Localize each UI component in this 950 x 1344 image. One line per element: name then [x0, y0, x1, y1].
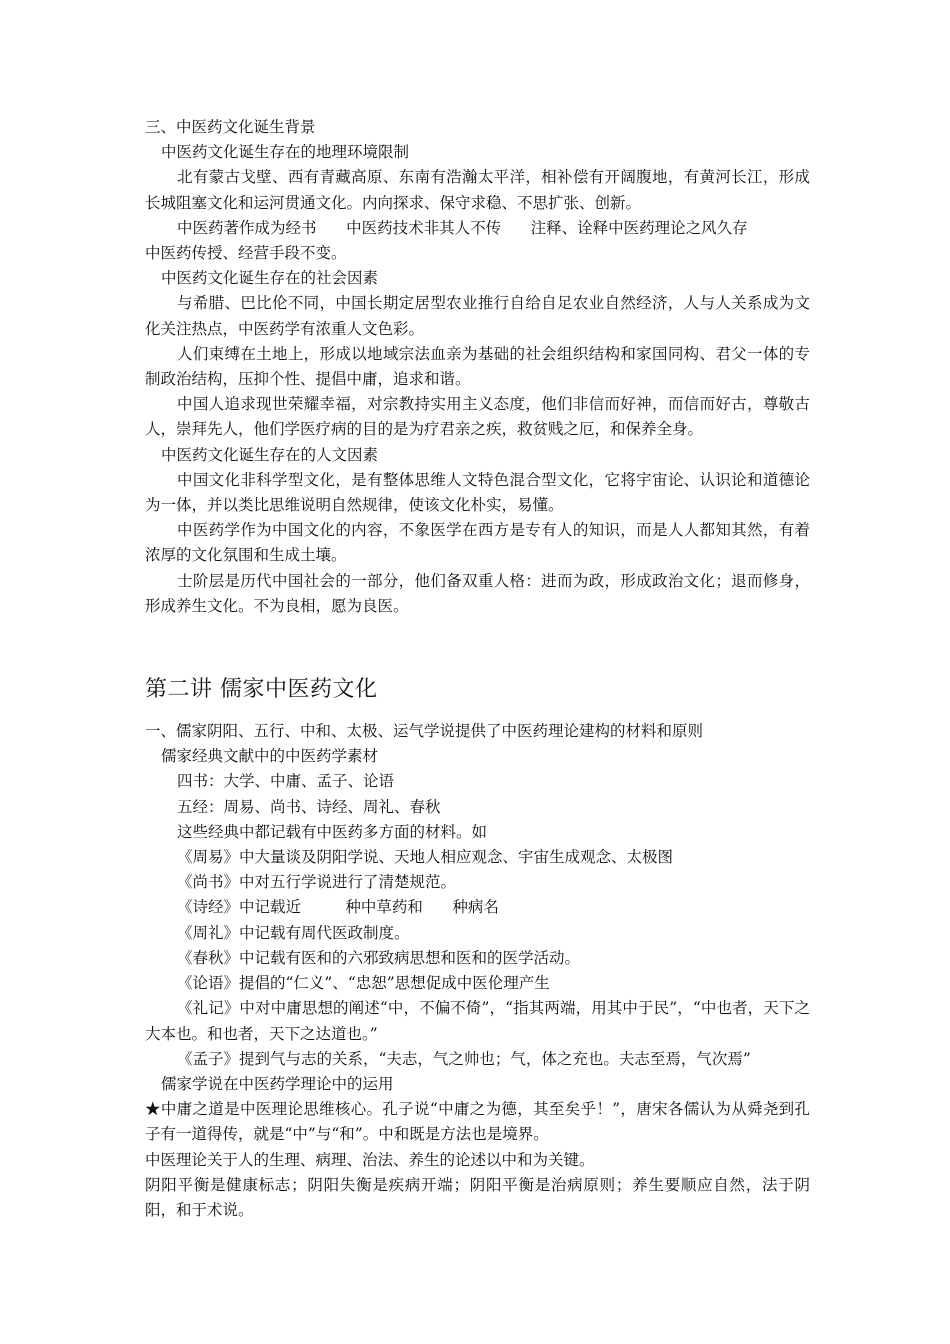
subheading-society: 中医药文化诞生存在的社会因素	[161, 269, 379, 288]
section-heading: 一、儒家阴阳、五行、中和、太极、运气学说提供了中医药理论建构的材料和原则	[145, 722, 704, 741]
list-item: 《礼记》中对中庸思想的阐述“中，不偏不倚”，“指其两端，用其中于民”，“中也者，天下之大本也。和也者，天下之达道也。”	[145, 999, 810, 1043]
lecture-title: 第二讲 儒家中医药文化	[145, 677, 378, 703]
paragraph: 阴阳平衡是健康标志；阴阳失衡是疾病开端；阴阳平衡是治病原则；养生要顺应自然，法于阴阳，和于术说。	[145, 1175, 810, 1219]
subheading-application: 儒家学说在中医药学理论中的运用	[161, 1074, 394, 1093]
paragraph: 人们束缚在土地上，形成以地域宗法血亲为基础的社会组织结构和家国同构、君父一体的专制政治结构，压抑个性、提倡中庸，追求和谐。	[145, 344, 810, 389]
list-item: 《诗经》中记载近 种中草药和 种病名	[177, 898, 499, 917]
paragraph: 中医理论关于人的生理、病理、治法、养生的论述以中和为关键。	[145, 1150, 595, 1169]
list-item: 《春秋》中记载有医和的六邪致病思想和医和的医学活动。	[177, 948, 581, 967]
paragraph: 中国人追求现世荣耀幸福，对宗教持实用主义态度，他们非信而好神，而信而好古，尊敬古人，崇拜先人，他们学医疗病的目的是为疗君亲之疾，救贫贱之厄，和保养全身。	[145, 395, 810, 439]
list-item: 《周易》中大量谈及阴阳学说、天地人相应观念、宇宙生成观念、太极图	[177, 848, 674, 867]
paragraph: 与希腊、巴比伦不同，中国长期定居型农业推行自给自足农业自然经济，人与人关系成为文化关注热点，中医药学有浓重人文色彩。	[145, 294, 810, 338]
subheading-humanities: 中医药文化诞生存在的人文因素	[161, 445, 379, 464]
paragraph: 北有蒙古戈壁、西有青藏高原、东南有浩瀚太平洋，相补偿有开阔腹地，有黄河长江，形成长城阻塞文化和运河贯通文化。内向探求、保守求稳、不思扩张、创新。	[145, 168, 810, 212]
list-item: 《尚书》中对五行学说进行了清楚规范。	[177, 873, 457, 892]
list-item: 《孟子》提到气与志的关系，“夫志，气之帅也；气，体之充也。夫志至焉，气次焉”	[177, 1049, 751, 1068]
list-item: 《论语》提倡的“仁义”、“忠恕”思想促成中医伦理产生	[177, 974, 550, 993]
paragraph: 士阶层是历代中国社会的一部分，他们备双重人格：进而为政，形成政治文化；退而修身，形成养生文化。不为良相，愿为良医。	[145, 571, 810, 615]
subheading-geography: 中医药文化诞生存在的地理环境限制	[161, 143, 410, 162]
paragraph: 中医药学作为中国文化的内容，不象医学在西方是专有人的知识，而是人人都知其然，有着浓厚的文化氛围和生成土壤。	[145, 521, 810, 565]
document-page	[145, 115, 810, 1223]
paragraph: 中国文化非科学型文化，是有整体思维人文特色混合型文化，它将宇宙论、认识论和道德论为一体，并以类比思维说明自然规律，使该文化朴实，易懂。	[145, 470, 810, 515]
section-heading: 三、中医药文化诞生背景	[145, 118, 316, 136]
list-item: 四书：大学、中庸、孟子、论语	[177, 772, 395, 791]
list-item: 《周礼》中记载有周代医政制度。	[177, 923, 410, 942]
list-item: 这些经典中都记载有中医药多方面的材料。如	[177, 822, 488, 841]
paragraph: 中医药著作成为经书 中医药技术非其人不传 注释、诠释中医药理论之风久存	[177, 218, 748, 237]
subheading-classics: 儒家经典文献中的中医药学素材	[161, 747, 379, 766]
list-item: 五经：周易、尚书、诗经、周礼、春秋	[177, 797, 441, 816]
paragraph: ★中庸之道是中医理论思维核心。孔子说“中庸之为德，其至矣乎！”，唐宋各儒认为从舜尧到孔子有一道得传，就是“中”与“和”。中和既是方法也是境界。	[145, 1100, 810, 1144]
paragraph: 中医药传授、经营手段不变。	[145, 244, 347, 263]
